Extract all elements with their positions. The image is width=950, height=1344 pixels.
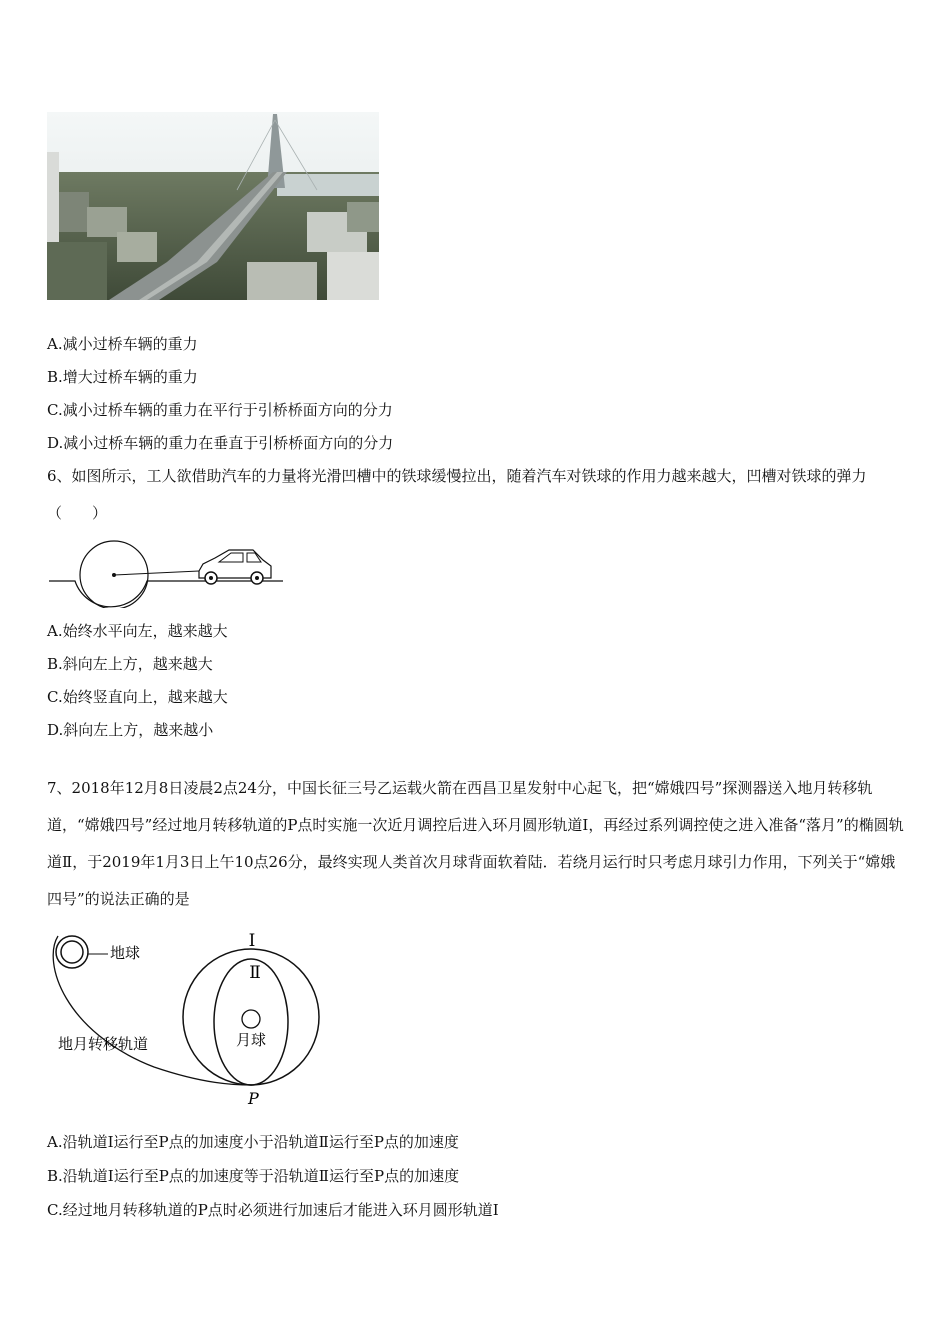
q7-stem: 7、2018年12月8日凌晨2点24分，中国长征三号乙运载火箭在西昌卫星发射中心起飞，把“嫦娥四号”探测器送入地月转移轨道，“嫦娥四号”经过地月转移轨道的P点时实施一次近月调控后进入环月圆形轨道I，再经过系列调控使之进入准备“落月”的椭圆轨道Ⅱ，于2019年1月3日上午10点26分，最终实现人类首次月球背面软着陆．若绕月运行时只考虑月球引力作用，下列关于“嫦娥四号”的说法正确的是 bbox=[47, 779, 904, 908]
bridge-photo bbox=[47, 112, 379, 300]
transfer-orbit-label: 地月转移轨道 bbox=[58, 1035, 149, 1053]
orbit-2-label: Ⅱ bbox=[249, 963, 261, 983]
q6-option-b: B.斜向左上方，越来越大 bbox=[47, 655, 213, 673]
q6-option-a: A.始终水平向左，越来越大 bbox=[47, 622, 228, 640]
point-p-label: P bbox=[248, 1089, 259, 1108]
orbit-1-label: I bbox=[248, 931, 256, 951]
orbit-figure bbox=[44, 922, 344, 1112]
earth-label: 地球 bbox=[110, 944, 141, 962]
q6-option-d: D.斜向左上方，越来越小 bbox=[47, 721, 214, 739]
q7-option-b: B.沿轨道I运行至P点的加速度等于沿轨道Ⅱ运行至P点的加速度 bbox=[47, 1167, 460, 1185]
q6-option-c: C.始终竖直向上，越来越大 bbox=[47, 688, 228, 706]
q7-option-a: A.沿轨道I运行至P点的加速度小于沿轨道Ⅱ运行至P点的加速度 bbox=[47, 1133, 459, 1151]
moon-label: 月球 bbox=[236, 1031, 267, 1049]
q5-option-a: A.减小过桥车辆的重力 bbox=[47, 335, 198, 353]
q6-stem: 6、如图所示，工人欲借助汽车的力量将光滑凹槽中的铁球缓慢拉出，随着汽车对铁球的作用力越来越大，凹槽对铁球的弹力（ ） bbox=[47, 467, 867, 522]
q7-option-c: C.经过地月转移轨道的P点时必须进行加速后才能进入环月圆形轨道I bbox=[47, 1201, 499, 1219]
q5-option-d: D.减小过桥车辆的重力在垂直于引桥桥面方向的分力 bbox=[47, 434, 394, 452]
ball-car-figure bbox=[47, 536, 287, 608]
q5-option-c: C.减小过桥车辆的重力在平行于引桥桥面方向的分力 bbox=[47, 401, 393, 419]
q5-option-b: B.增大过桥车辆的重力 bbox=[47, 368, 198, 386]
